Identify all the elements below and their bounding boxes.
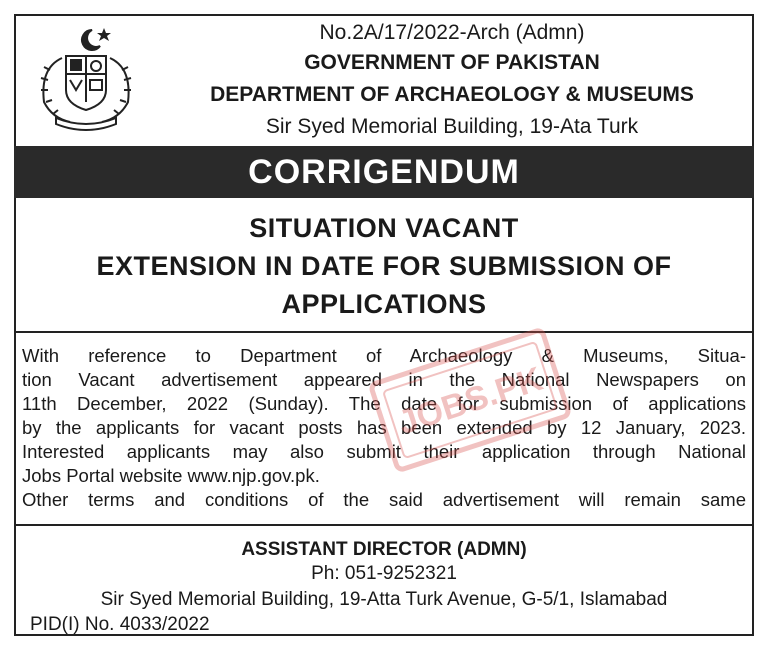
pid-number: PID(I) No. 4033/2022	[30, 614, 210, 635]
notice-body	[22, 344, 746, 512]
notice-title-applications: APPLICATIONS	[281, 289, 487, 319]
body-line: tion Vacant advertisement appeared in the National Newspapers on	[22, 369, 746, 390]
corrigendum-banner	[14, 146, 754, 198]
body-line: by the applicants for vacant posts has been extended by 12 January, 2023.	[22, 417, 746, 438]
notice-title-extension: EXTENSION IN DATE FOR SUBMISSION OF	[96, 251, 672, 281]
state-emblem-icon	[22, 22, 150, 134]
reference-number: No.2A/17/2022-Arch (Admn)	[319, 21, 585, 44]
department-title: DEPARTMENT OF ARCHAEOLOGY & MUSEUMS	[210, 83, 694, 106]
divider-bottom	[14, 524, 754, 526]
body-line: Jobs Portal website www.njp.gov.pk.	[22, 465, 320, 486]
header-address: Sir Syed Memorial Building, 19-Ata Turk	[265, 115, 639, 138]
signatory-address: Sir Syed Memorial Building, 19-Atta Turk Avenue, G-5/1, Islamabad	[100, 589, 668, 610]
divider-top	[14, 331, 754, 333]
body-line: 11th December, 2022 (Sunday). The date for submission of applications	[22, 393, 746, 414]
government-title: GOVERNMENT OF PAKISTAN	[304, 51, 600, 74]
body-line: With reference to Department of Archaeology & Museums, Situa-	[22, 345, 746, 366]
notice-title-situation-vacant: SITUATION VACANT	[249, 213, 519, 243]
signatory-phone: Ph: 051-9252321	[311, 563, 457, 584]
body-line: Interested applicants may also submit their application through National	[22, 441, 746, 462]
signatory-designation: ASSISTANT DIRECTOR (ADMN)	[241, 539, 527, 560]
body-line: Other terms and conditions of the said advertisement will remain same	[22, 489, 746, 510]
watermark-text: JOBS.PK	[393, 359, 548, 443]
corrigendum-label: CORRIGENDUM	[248, 152, 520, 191]
